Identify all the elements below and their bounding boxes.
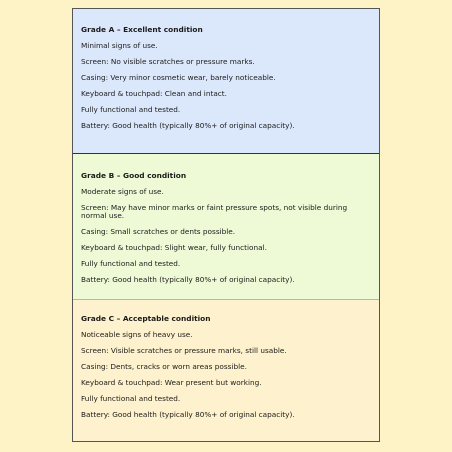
grade-b-line-2: Screen: May have minor marks or faint pressure spots, not visible during normal use. (81, 203, 348, 220)
grade-c-line-4: Keyboard & touchpad: Wear present but working. (81, 378, 262, 387)
grade-c-line-3: Casing: Dents, cracks or worn areas possible. (81, 362, 247, 371)
grade-c-title: Grade C – Acceptable condition (81, 314, 211, 323)
grade-a-line-3: Casing: Very minor cosmetic wear, barely noticeable. (81, 73, 276, 82)
grade-b-line-6: Battery: Good health (typically 80%+ of original capacity). (81, 275, 295, 284)
grade-b-title: Grade B – Good condition (81, 171, 187, 180)
grade-table (72, 8, 380, 442)
grade-c-line-5: Fully functional and tested. (81, 394, 181, 403)
grade-a-title: Grade A – Excellent condition (81, 25, 203, 34)
grade-c-panel (73, 300, 379, 441)
grade-a-line-6: Battery: Good health (typically 80%+ of original capacity). (81, 121, 295, 130)
grade-b-line-1: Moderate signs of use. (81, 187, 164, 196)
grade-c-line-1: Noticeable signs of heavy use. (81, 330, 193, 339)
grade-b-line-4: Keyboard & touchpad: Slight wear, fully functional. (81, 243, 267, 252)
grade-b-line-3: Casing: Small scratches or dents possible. (81, 227, 236, 236)
grade-a-line-5: Fully functional and tested. (81, 105, 181, 114)
grade-a-panel (73, 9, 379, 154)
grade-b-panel (73, 154, 379, 300)
grade-a-line-1: Minimal signs of use. (81, 41, 158, 50)
grade-c-line-2: Screen: Visible scratches or pressure marks, still usable. (81, 346, 287, 355)
grade-a-line-2: Screen: No visible scratches or pressure marks. (81, 57, 255, 66)
grade-c-line-6: Battery: Good health (typically 80%+ of original capacity). (81, 410, 295, 419)
grade-b-line-5: Fully functional and tested. (81, 259, 181, 268)
grade-a-line-4: Keyboard & touchpad: Clean and intact. (81, 89, 227, 98)
